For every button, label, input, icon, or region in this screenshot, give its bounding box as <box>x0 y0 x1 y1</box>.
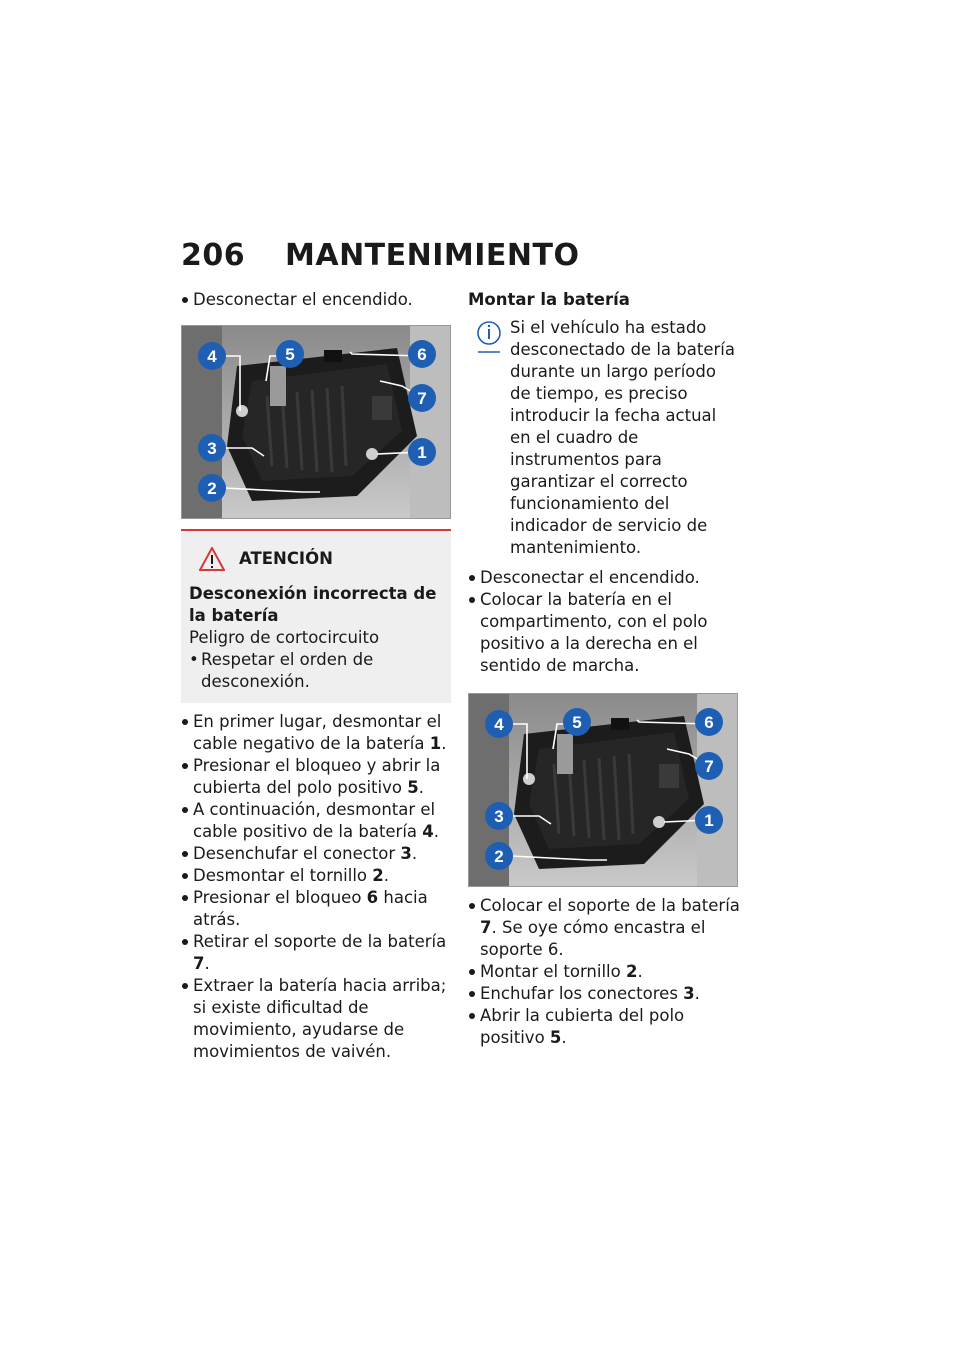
list-item: Retirar el soporte de la batería 7. <box>181 931 451 975</box>
warning-item: • Respetar el orden de desconexión. <box>189 649 443 693</box>
list-item: Presionar el bloqueo 6 hacia atrás. <box>181 887 451 931</box>
battery-illustration <box>469 694 737 886</box>
list-item: Desenchufar el conector 3. <box>181 843 451 865</box>
section-title: MANTENIMIENTO <box>285 238 580 273</box>
callout-6: 6 <box>417 345 427 364</box>
list-item: Montar el tornillo 2. <box>468 961 740 983</box>
callout-1: 1 <box>417 443 427 462</box>
callout-4: 4 <box>207 347 217 366</box>
removal-steps <box>181 711 451 1063</box>
callout-2: 2 <box>494 847 504 866</box>
battery-figure-removal <box>181 325 451 519</box>
list-item: Colocar el soporte de la batería 7. Se oye cómo encastra el soporte 6. <box>468 895 740 961</box>
warning-text: Peligro de cortocircuito <box>189 628 380 647</box>
list-item: Presionar el bloqueo y abrir la cubierta del polo positivo 5. <box>181 755 451 799</box>
callout-6: 6 <box>704 713 714 732</box>
warning-subtitle: Desconexión incorrecta de la batería <box>189 584 437 625</box>
callout-7: 7 <box>704 757 714 776</box>
right-column <box>468 289 740 1049</box>
intro-step: Desconectar el encendido. <box>181 289 451 311</box>
list-item: Extraer la batería hacia arriba; si existe dificultad de movimiento, ayudarse de movimientos de vaivén. <box>181 975 451 1063</box>
warning-header <box>199 547 443 571</box>
callout-3: 3 <box>207 439 217 458</box>
list-item: Colocar la batería en el compartimento, con el polo positivo a la derecha en el sentido de marcha. <box>468 589 740 677</box>
callout-4: 4 <box>494 715 504 734</box>
callout-5: 5 <box>285 345 295 364</box>
callout-5: 5 <box>572 713 582 732</box>
callout-7: 7 <box>417 389 427 408</box>
page-number: 206 <box>181 238 246 273</box>
install-steps-a <box>468 567 740 677</box>
battery-illustration <box>182 326 450 518</box>
info-note <box>468 317 740 559</box>
warning-title: ATENCIÓN <box>239 549 333 568</box>
info-text: Si el vehículo ha estado desconectado de la batería durante un largo período de tiempo, es preciso introducir la fecha actual en el cuadro de instrumentos para garantizar el correcto funcionamiento del indicador de servicio de mantenimiento. <box>510 318 735 557</box>
section-heading: Montar la batería <box>468 290 630 309</box>
left-column <box>181 289 451 1063</box>
battery-figure-install <box>468 693 738 887</box>
install-steps-b <box>468 895 740 1049</box>
list-item: Enchufar los conectores 3. <box>468 983 740 1005</box>
info-icon <box>476 319 502 353</box>
callout-1: 1 <box>704 811 714 830</box>
list-item: Abrir la cubierta del polo positivo 5. <box>468 1005 740 1049</box>
list-item: A continuación, desmontar el cable positivo de la batería 4. <box>181 799 451 843</box>
list-item: En primer lugar, desmontar el cable negativo de la batería 1. <box>181 711 451 755</box>
list-item: Desmontar el tornillo 2. <box>181 865 451 887</box>
list-item: Desconectar el encendido. <box>468 567 740 589</box>
warning-triangle-icon <box>199 547 225 571</box>
callout-3: 3 <box>494 807 504 826</box>
callout-2: 2 <box>207 479 217 498</box>
warning-box <box>181 529 451 703</box>
